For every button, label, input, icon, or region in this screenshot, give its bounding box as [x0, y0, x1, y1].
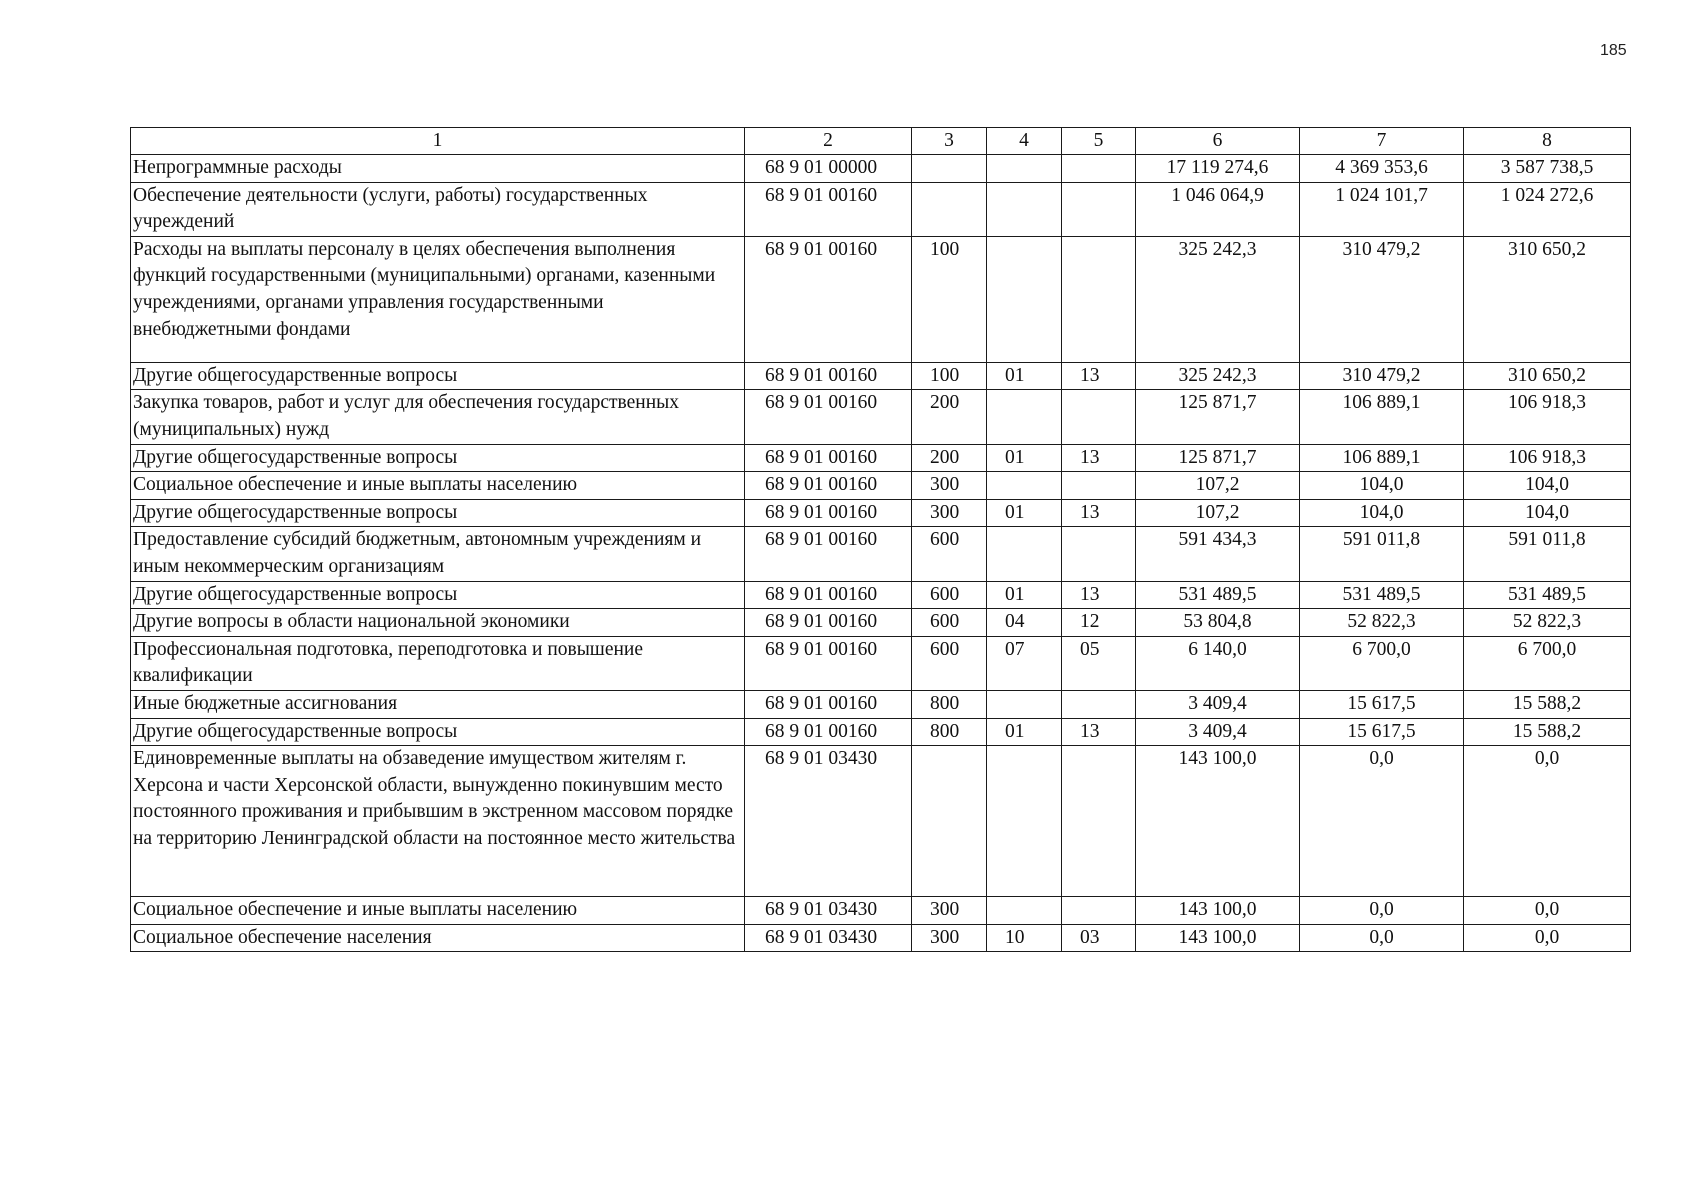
- header-row: [131, 128, 1631, 155]
- table-row: [131, 718, 1631, 746]
- row-name: Другие вопросы в области национальной экономики: [131, 609, 745, 637]
- row-value-8: 0,0: [1464, 897, 1631, 925]
- row-value-7: 591 011,8: [1300, 527, 1464, 581]
- row-code: 68 9 01 03430: [745, 924, 912, 952]
- row-vr: 300: [912, 499, 987, 527]
- row-value-8: 104,0: [1464, 499, 1631, 527]
- row-value-6: 591 434,3: [1136, 527, 1300, 581]
- row-name: Другие общегосударственные вопросы: [131, 444, 745, 472]
- row-value-6: 107,2: [1136, 472, 1300, 500]
- row-rz: [987, 746, 1062, 897]
- row-value-6: 107,2: [1136, 499, 1300, 527]
- row-value-7: 531 489,5: [1300, 581, 1464, 609]
- row-pr: [1062, 527, 1136, 581]
- row-code: 68 9 01 03430: [745, 897, 912, 925]
- row-code: 68 9 01 00160: [745, 690, 912, 718]
- row-value-8: 15 588,2: [1464, 690, 1631, 718]
- row-value-7: 15 617,5: [1300, 690, 1464, 718]
- row-vr: [912, 746, 987, 897]
- row-vr: 200: [912, 444, 987, 472]
- row-vr: 200: [912, 390, 987, 444]
- row-pr: [1062, 182, 1136, 236]
- column-header: 2: [745, 128, 912, 155]
- table-row: [131, 182, 1631, 236]
- row-rz: [987, 390, 1062, 444]
- row-pr: 13: [1062, 718, 1136, 746]
- row-value-8: 15 588,2: [1464, 718, 1631, 746]
- row-value-6: 325 242,3: [1136, 362, 1300, 390]
- row-value-6: 6 140,0: [1136, 636, 1300, 690]
- row-code: 68 9 01 00160: [745, 390, 912, 444]
- row-rz: [987, 897, 1062, 925]
- row-value-6: 53 804,8: [1136, 609, 1300, 637]
- row-pr: 12: [1062, 609, 1136, 637]
- row-value-7: 106 889,1: [1300, 390, 1464, 444]
- row-rz: 01: [987, 362, 1062, 390]
- row-name: Профессиональная подготовка, переподготовка и повышение квалификации: [131, 636, 745, 690]
- table-row: [131, 527, 1631, 581]
- row-value-7: 106 889,1: [1300, 444, 1464, 472]
- row-value-8: 52 822,3: [1464, 609, 1631, 637]
- row-name: Непрограммные расходы: [131, 155, 745, 183]
- row-value-8: 0,0: [1464, 746, 1631, 897]
- table-row: [131, 581, 1631, 609]
- row-pr: [1062, 390, 1136, 444]
- row-name: Обеспечение деятельности (услуги, работы) государственных учреждений: [131, 182, 745, 236]
- row-value-7: 1 024 101,7: [1300, 182, 1464, 236]
- row-value-7: 52 822,3: [1300, 609, 1464, 637]
- row-code: 68 9 01 00160: [745, 182, 912, 236]
- row-value-6: 17 119 274,6: [1136, 155, 1300, 183]
- row-pr: [1062, 897, 1136, 925]
- row-vr: 300: [912, 924, 987, 952]
- column-header: 5: [1062, 128, 1136, 155]
- row-name: Социальное обеспечение и иные выплаты населению: [131, 472, 745, 500]
- row-rz: 04: [987, 609, 1062, 637]
- row-name: Единовременные выплаты на обзаведение имуществом жителям г. Херсона и части Херсонской области, вынужденно покинувшим место постоянного проживания и прибывшим в экстренном массовом порядке на территорию Ленинградской области на постоянное место жительства: [131, 746, 745, 897]
- row-pr: 13: [1062, 444, 1136, 472]
- row-code: 68 9 01 00160: [745, 718, 912, 746]
- row-code: 68 9 01 00000: [745, 155, 912, 183]
- column-header: 1: [131, 128, 745, 155]
- row-vr: [912, 155, 987, 183]
- row-rz: [987, 236, 1062, 362]
- row-value-8: 0,0: [1464, 924, 1631, 952]
- row-pr: 13: [1062, 499, 1136, 527]
- table-row: [131, 690, 1631, 718]
- column-header: 3: [912, 128, 987, 155]
- row-rz: 07: [987, 636, 1062, 690]
- table-row: [131, 390, 1631, 444]
- row-pr: [1062, 472, 1136, 500]
- table-row: [131, 499, 1631, 527]
- row-pr: [1062, 746, 1136, 897]
- column-header: 7: [1300, 128, 1464, 155]
- row-vr: 100: [912, 236, 987, 362]
- table-row: [131, 746, 1631, 897]
- row-code: 68 9 01 00160: [745, 472, 912, 500]
- row-value-8: 106 918,3: [1464, 390, 1631, 444]
- row-name: Другие общегосударственные вопросы: [131, 581, 745, 609]
- row-pr: 13: [1062, 362, 1136, 390]
- row-vr: 800: [912, 718, 987, 746]
- row-value-7: 4 369 353,6: [1300, 155, 1464, 183]
- table-row: [131, 444, 1631, 472]
- row-rz: 01: [987, 718, 1062, 746]
- row-value-6: 3 409,4: [1136, 690, 1300, 718]
- row-vr: 600: [912, 636, 987, 690]
- table-row: [131, 362, 1631, 390]
- row-vr: 600: [912, 609, 987, 637]
- row-name: Расходы на выплаты персоналу в целях обеспечения выполнения функций государственными (муниципальными) органами, казенными учреждениями, органами управления государственными внебюджетными фондами: [131, 236, 745, 362]
- page-number: 185: [1600, 42, 1627, 59]
- row-code: 68 9 01 00160: [745, 609, 912, 637]
- row-value-8: 104,0: [1464, 472, 1631, 500]
- table-row: [131, 155, 1631, 183]
- row-value-6: 1 046 064,9: [1136, 182, 1300, 236]
- row-value-6: 125 871,7: [1136, 390, 1300, 444]
- row-value-7: 310 479,2: [1300, 362, 1464, 390]
- row-value-6: 143 100,0: [1136, 897, 1300, 925]
- row-code: 68 9 01 00160: [745, 236, 912, 362]
- row-name: Другие общегосударственные вопросы: [131, 362, 745, 390]
- row-rz: 01: [987, 581, 1062, 609]
- column-header: 4: [987, 128, 1062, 155]
- row-value-7: 104,0: [1300, 472, 1464, 500]
- row-value-7: 15 617,5: [1300, 718, 1464, 746]
- row-code: 68 9 01 00160: [745, 527, 912, 581]
- table-row: [131, 609, 1631, 637]
- row-code: 68 9 01 00160: [745, 581, 912, 609]
- row-name: Социальное обеспечение и иные выплаты населению: [131, 897, 745, 925]
- row-code: 68 9 01 03430: [745, 746, 912, 897]
- table-row: [131, 236, 1631, 362]
- row-vr: 300: [912, 897, 987, 925]
- table-row: [131, 636, 1631, 690]
- row-value-7: 0,0: [1300, 897, 1464, 925]
- row-rz: 01: [987, 499, 1062, 527]
- row-value-6: 3 409,4: [1136, 718, 1300, 746]
- table-header: [131, 128, 1631, 155]
- row-name: Социальное обеспечение населения: [131, 924, 745, 952]
- row-value-8: 1 024 272,6: [1464, 182, 1631, 236]
- table-row: [131, 897, 1631, 925]
- row-rz: [987, 182, 1062, 236]
- row-value-7: 310 479,2: [1300, 236, 1464, 362]
- budget-table: [130, 127, 1631, 952]
- row-name: Другие общегосударственные вопросы: [131, 718, 745, 746]
- row-name: Предоставление субсидий бюджетным, автономным учреждениям и иным некоммерческим организациям: [131, 527, 745, 581]
- row-code: 68 9 01 00160: [745, 444, 912, 472]
- row-vr: 600: [912, 527, 987, 581]
- row-pr: [1062, 155, 1136, 183]
- row-name: Другие общегосударственные вопросы: [131, 499, 745, 527]
- table-row: [131, 924, 1631, 952]
- budget-table-container: [130, 127, 1630, 952]
- row-value-8: 3 587 738,5: [1464, 155, 1631, 183]
- row-rz: [987, 155, 1062, 183]
- row-pr: [1062, 690, 1136, 718]
- row-rz: [987, 527, 1062, 581]
- table-row: [131, 472, 1631, 500]
- row-value-6: 325 242,3: [1136, 236, 1300, 362]
- row-vr: 300: [912, 472, 987, 500]
- row-value-8: 531 489,5: [1464, 581, 1631, 609]
- row-value-7: 6 700,0: [1300, 636, 1464, 690]
- row-rz: [987, 472, 1062, 500]
- row-pr: 13: [1062, 581, 1136, 609]
- row-rz: 01: [987, 444, 1062, 472]
- column-header: 6: [1136, 128, 1300, 155]
- row-code: 68 9 01 00160: [745, 636, 912, 690]
- row-rz: 10: [987, 924, 1062, 952]
- column-header: 8: [1464, 128, 1631, 155]
- row-value-7: 104,0: [1300, 499, 1464, 527]
- row-code: 68 9 01 00160: [745, 362, 912, 390]
- row-value-7: 0,0: [1300, 746, 1464, 897]
- row-value-8: 310 650,2: [1464, 236, 1631, 362]
- row-name: Иные бюджетные ассигнования: [131, 690, 745, 718]
- row-value-8: 591 011,8: [1464, 527, 1631, 581]
- row-value-6: 143 100,0: [1136, 924, 1300, 952]
- row-vr: 100: [912, 362, 987, 390]
- row-pr: [1062, 236, 1136, 362]
- row-name: Закупка товаров, работ и услуг для обеспечения государственных (муниципальных) нужд: [131, 390, 745, 444]
- row-vr: 800: [912, 690, 987, 718]
- row-vr: [912, 182, 987, 236]
- row-pr: 03: [1062, 924, 1136, 952]
- row-code: 68 9 01 00160: [745, 499, 912, 527]
- row-pr: 05: [1062, 636, 1136, 690]
- row-vr: 600: [912, 581, 987, 609]
- row-rz: [987, 690, 1062, 718]
- row-value-6: 125 871,7: [1136, 444, 1300, 472]
- row-value-6: 143 100,0: [1136, 746, 1300, 897]
- row-value-8: 106 918,3: [1464, 444, 1631, 472]
- table-body: [131, 155, 1631, 952]
- row-value-8: 6 700,0: [1464, 636, 1631, 690]
- row-value-7: 0,0: [1300, 924, 1464, 952]
- row-value-6: 531 489,5: [1136, 581, 1300, 609]
- row-value-8: 310 650,2: [1464, 362, 1631, 390]
